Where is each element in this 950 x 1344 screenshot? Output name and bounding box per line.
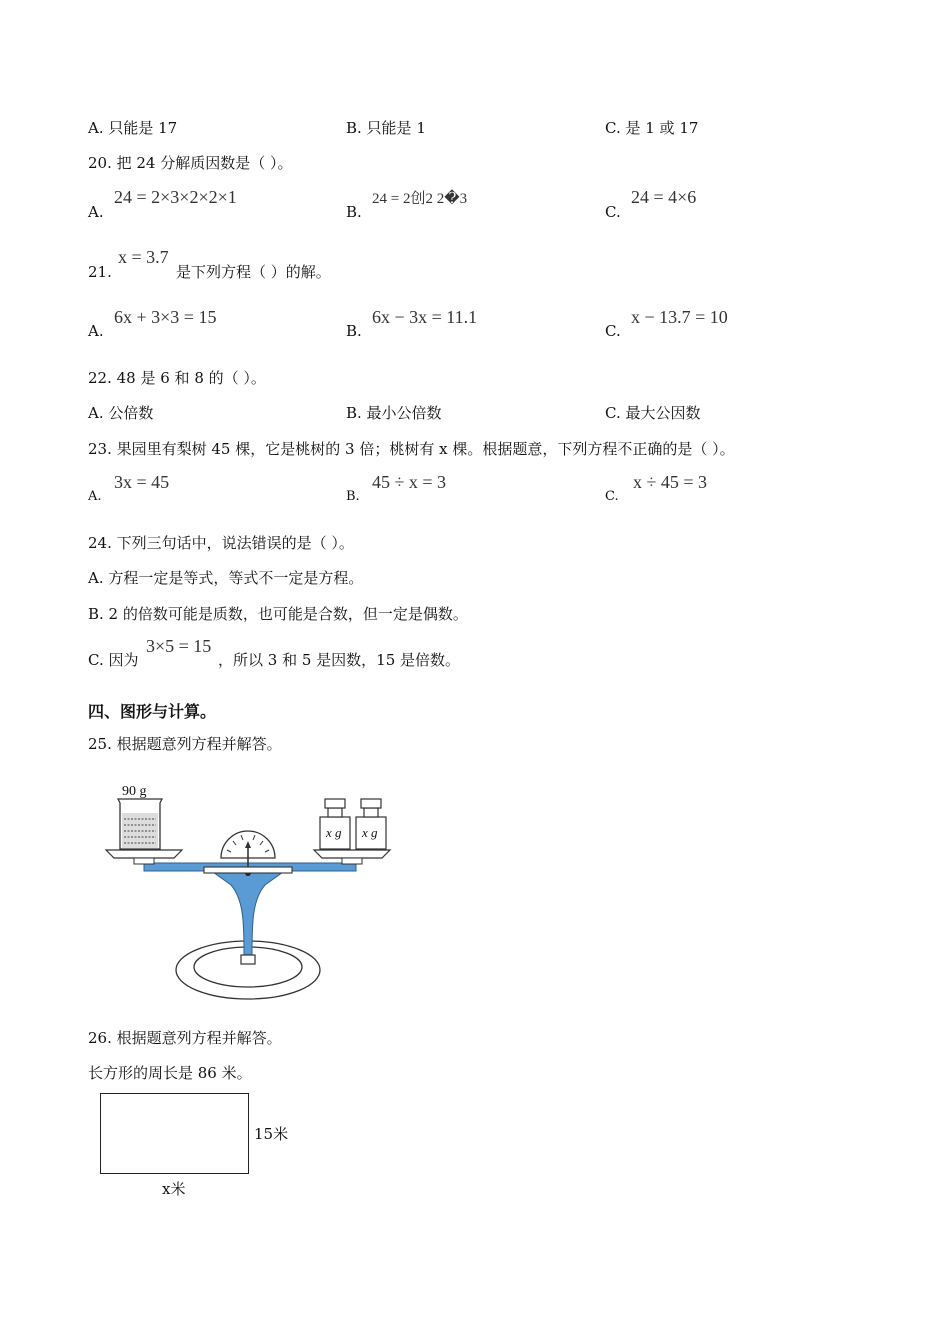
q20-math-a: 24 = 2×3×2×2×1 — [114, 187, 237, 207]
q24-option-c-prefix: C. 因为 — [88, 651, 139, 669]
scale-center-plate — [204, 867, 292, 873]
q21-number: 21. — [88, 263, 112, 281]
rectangle-figure — [100, 1093, 249, 1174]
q24-option-c-suffix: ，所以 3 和 5 是因数，15 是倍数。 — [218, 651, 461, 669]
q26-description: 长方形的周长是 86 米。 — [88, 1064, 252, 1082]
rectangle-width-label: 15米 — [254, 1125, 289, 1143]
q20-math-b: 24 = 2创2 2�3 — [372, 191, 468, 207]
q23-math-b: 45 ÷ x = 3 — [372, 472, 447, 492]
q20-label-c: C. — [605, 203, 621, 221]
q24-stem: 24. 下列三句话中，说法错误的是（ ）。 — [88, 534, 354, 552]
q26-stem: 26. 根据题意列方程并解答。 — [88, 1029, 282, 1047]
q21-math-c: x − 13.7 = 10 — [631, 307, 728, 327]
q20-math-c: 24 = 4×6 — [631, 187, 697, 207]
q20-stem: 20. 把 24 分解质因数是（ ）。 — [88, 154, 293, 172]
q22-option-c: C. 最大公因数 — [605, 404, 701, 422]
q23-math-c: x ÷ 45 = 3 — [633, 472, 708, 492]
section-4-title: 四、图形与计算。 — [88, 702, 217, 721]
q23-label-c: C. — [605, 489, 619, 504]
scale-left-pan — [106, 850, 182, 858]
q21-math-a: 6x + 3×3 = 15 — [114, 307, 217, 327]
beaker-label: 90 g — [122, 784, 147, 799]
rectangle-length-label: x米 — [162, 1180, 186, 1198]
scale-foot — [241, 955, 255, 964]
weight-2-label: x g — [362, 825, 378, 840]
q19-option-a: A. 只能是 17 — [88, 119, 178, 137]
q23-math-a: 3x = 45 — [114, 472, 170, 492]
q21-label-a: A. — [88, 322, 104, 340]
q19-option-c: C. 是 1 或 17 — [605, 119, 699, 137]
q20-label-b: B. — [346, 203, 362, 221]
q23-label-a: A. — [88, 489, 102, 504]
q24-option-b: B. 2 的倍数可能是质数，也可能是合数，但一定是偶数。 — [88, 605, 468, 623]
q21-label-c: C. — [605, 322, 621, 340]
q23-stem: 23. 果园里有梨树 45 棵，它是桃树的 3 倍；桃树有 x 棵。根据题意，下列方程不正确的是（ ）。 — [88, 440, 735, 458]
q21-label-b: B. — [346, 322, 362, 340]
weight-1-label: x g — [326, 825, 342, 840]
q22-option-b: B. 最小公倍数 — [346, 404, 442, 422]
q25-stem: 25. 根据题意列方程并解答。 — [88, 735, 282, 753]
q24-option-c-math: 3×5 = 15 — [146, 636, 212, 656]
q19-option-b: B. 只能是 1 — [346, 119, 426, 137]
q21-math-b: 6x − 3x = 11.1 — [372, 307, 478, 327]
q21-stem: 是下列方程（ ）的解。 — [176, 263, 331, 281]
q24-option-a: A. 方程一定是等式，等式不一定是方程。 — [88, 569, 364, 587]
q20-label-a: A. — [88, 203, 104, 221]
q23-label-b: B. — [346, 489, 360, 504]
scale-stand — [206, 867, 290, 955]
q21-math-stem: x = 3.7 — [118, 247, 169, 267]
weight-2 — [356, 799, 386, 849]
q22-option-a: A. 公倍数 — [88, 404, 154, 422]
balance-scale-figure — [100, 775, 400, 1005]
q22-stem: 22. 48 是 6 和 8 的（ ）。 — [88, 369, 266, 387]
weight-1 — [320, 799, 350, 849]
scale-right-pan — [314, 850, 390, 858]
